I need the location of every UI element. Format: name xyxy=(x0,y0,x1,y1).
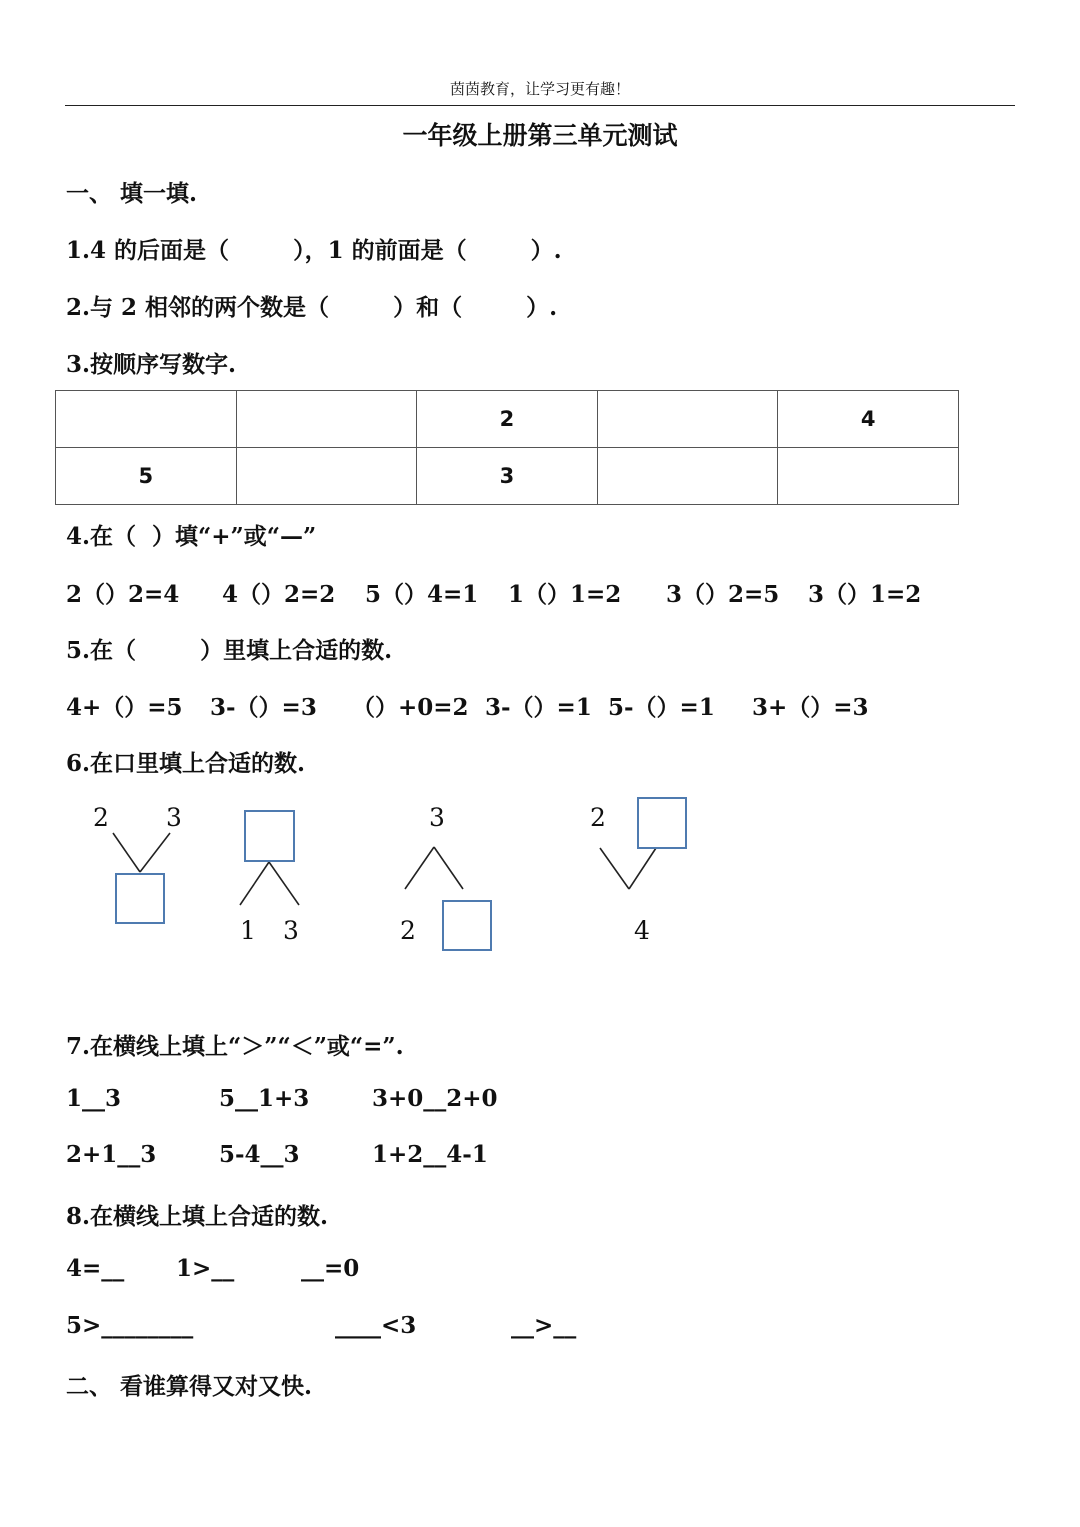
bond-line xyxy=(405,847,434,889)
answer-box[interactable] xyxy=(637,797,687,849)
q5-item: 5-（）=1 xyxy=(608,694,715,721)
bond-line xyxy=(629,848,656,889)
bond-line xyxy=(434,847,463,889)
q4-item: 3（）1=2 xyxy=(808,581,922,608)
bond-4-bottom: 4 xyxy=(634,916,650,945)
bond-1-left: 2 xyxy=(93,803,109,832)
q7-item: 5-4__3 xyxy=(219,1141,300,1168)
q5-item: 3+（）=3 xyxy=(752,694,869,721)
q4-item: 3（）2=5 xyxy=(666,581,780,608)
bond-line xyxy=(240,862,269,905)
q4-item: 2（）2=4 xyxy=(66,581,180,608)
q8-item: __>__ xyxy=(511,1312,577,1339)
section-2-heading: 二、 看谁算得又对又快. xyxy=(66,1373,313,1400)
table-cell: 4 xyxy=(778,391,959,448)
q8-item: 5>________ xyxy=(66,1312,194,1339)
question-1: 1.4 的后面是（ ），1 的前面是（ ）. xyxy=(66,237,562,264)
table-cell: 5 xyxy=(56,448,237,505)
bond-3-top: 3 xyxy=(429,803,445,832)
question-7: 7.在横线上填上“＞”“＜”或“=”. xyxy=(66,1033,404,1060)
answer-box[interactable] xyxy=(244,810,295,862)
q7-item: 5__1+3 xyxy=(219,1085,310,1112)
q8-item: ____<3 xyxy=(335,1312,417,1339)
q5-item: （）+0=2 xyxy=(352,694,469,721)
q8-item: 1>__ xyxy=(176,1255,235,1282)
question-5: 5.在（ ）里填上合适的数. xyxy=(66,637,393,664)
bond-3-left: 2 xyxy=(400,916,416,945)
bond-line xyxy=(600,848,629,889)
bond-line xyxy=(269,862,299,905)
q5-item: 3-（）=1 xyxy=(485,694,592,721)
q4-item: 4（）2=2 xyxy=(222,581,336,608)
q8-item: __=0 xyxy=(301,1255,360,1282)
table-cell: 2 xyxy=(417,391,598,448)
q5-item: 4+（）=5 xyxy=(66,694,183,721)
bond-2-left: 1 xyxy=(240,916,256,945)
question-3: 3.按顺序写数字. xyxy=(66,351,237,378)
answer-box[interactable] xyxy=(442,900,492,951)
bond-2-right: 3 xyxy=(283,916,299,945)
q5-item: 3-（）=3 xyxy=(210,694,317,721)
q7-item: 2+1__3 xyxy=(66,1141,157,1168)
q8-item: 4=__ xyxy=(66,1255,125,1282)
bond-4-left: 2 xyxy=(590,803,606,832)
bond-line xyxy=(113,833,140,872)
q7-item: 3+0__2+0 xyxy=(372,1085,498,1112)
question-2: 2.与 2 相邻的两个数是（ ）和（ ）. xyxy=(66,294,558,321)
q4-item: 1（）1=2 xyxy=(508,581,622,608)
answer-box[interactable] xyxy=(115,873,165,924)
page-title: 一年级上册第三单元测试 xyxy=(402,121,678,150)
bond-line xyxy=(140,833,170,872)
q7-item: 1__3 xyxy=(66,1085,122,1112)
question-4: 4.在（ ）填“+”或“—” xyxy=(66,523,317,550)
page-header: 茵茵教育，让学习更有趣！ xyxy=(449,80,630,98)
section-1-heading: 一、 填一填. xyxy=(66,180,198,207)
q4-item: 5（）4=1 xyxy=(365,581,479,608)
table-cell: 3 xyxy=(417,448,598,505)
q7-item: 1+2__4-1 xyxy=(372,1141,488,1168)
bond-1-right: 3 xyxy=(166,803,182,832)
question-8: 8.在横线上填上合适的数. xyxy=(66,1203,329,1230)
question-6: 6.在口里填上合适的数. xyxy=(66,750,306,777)
